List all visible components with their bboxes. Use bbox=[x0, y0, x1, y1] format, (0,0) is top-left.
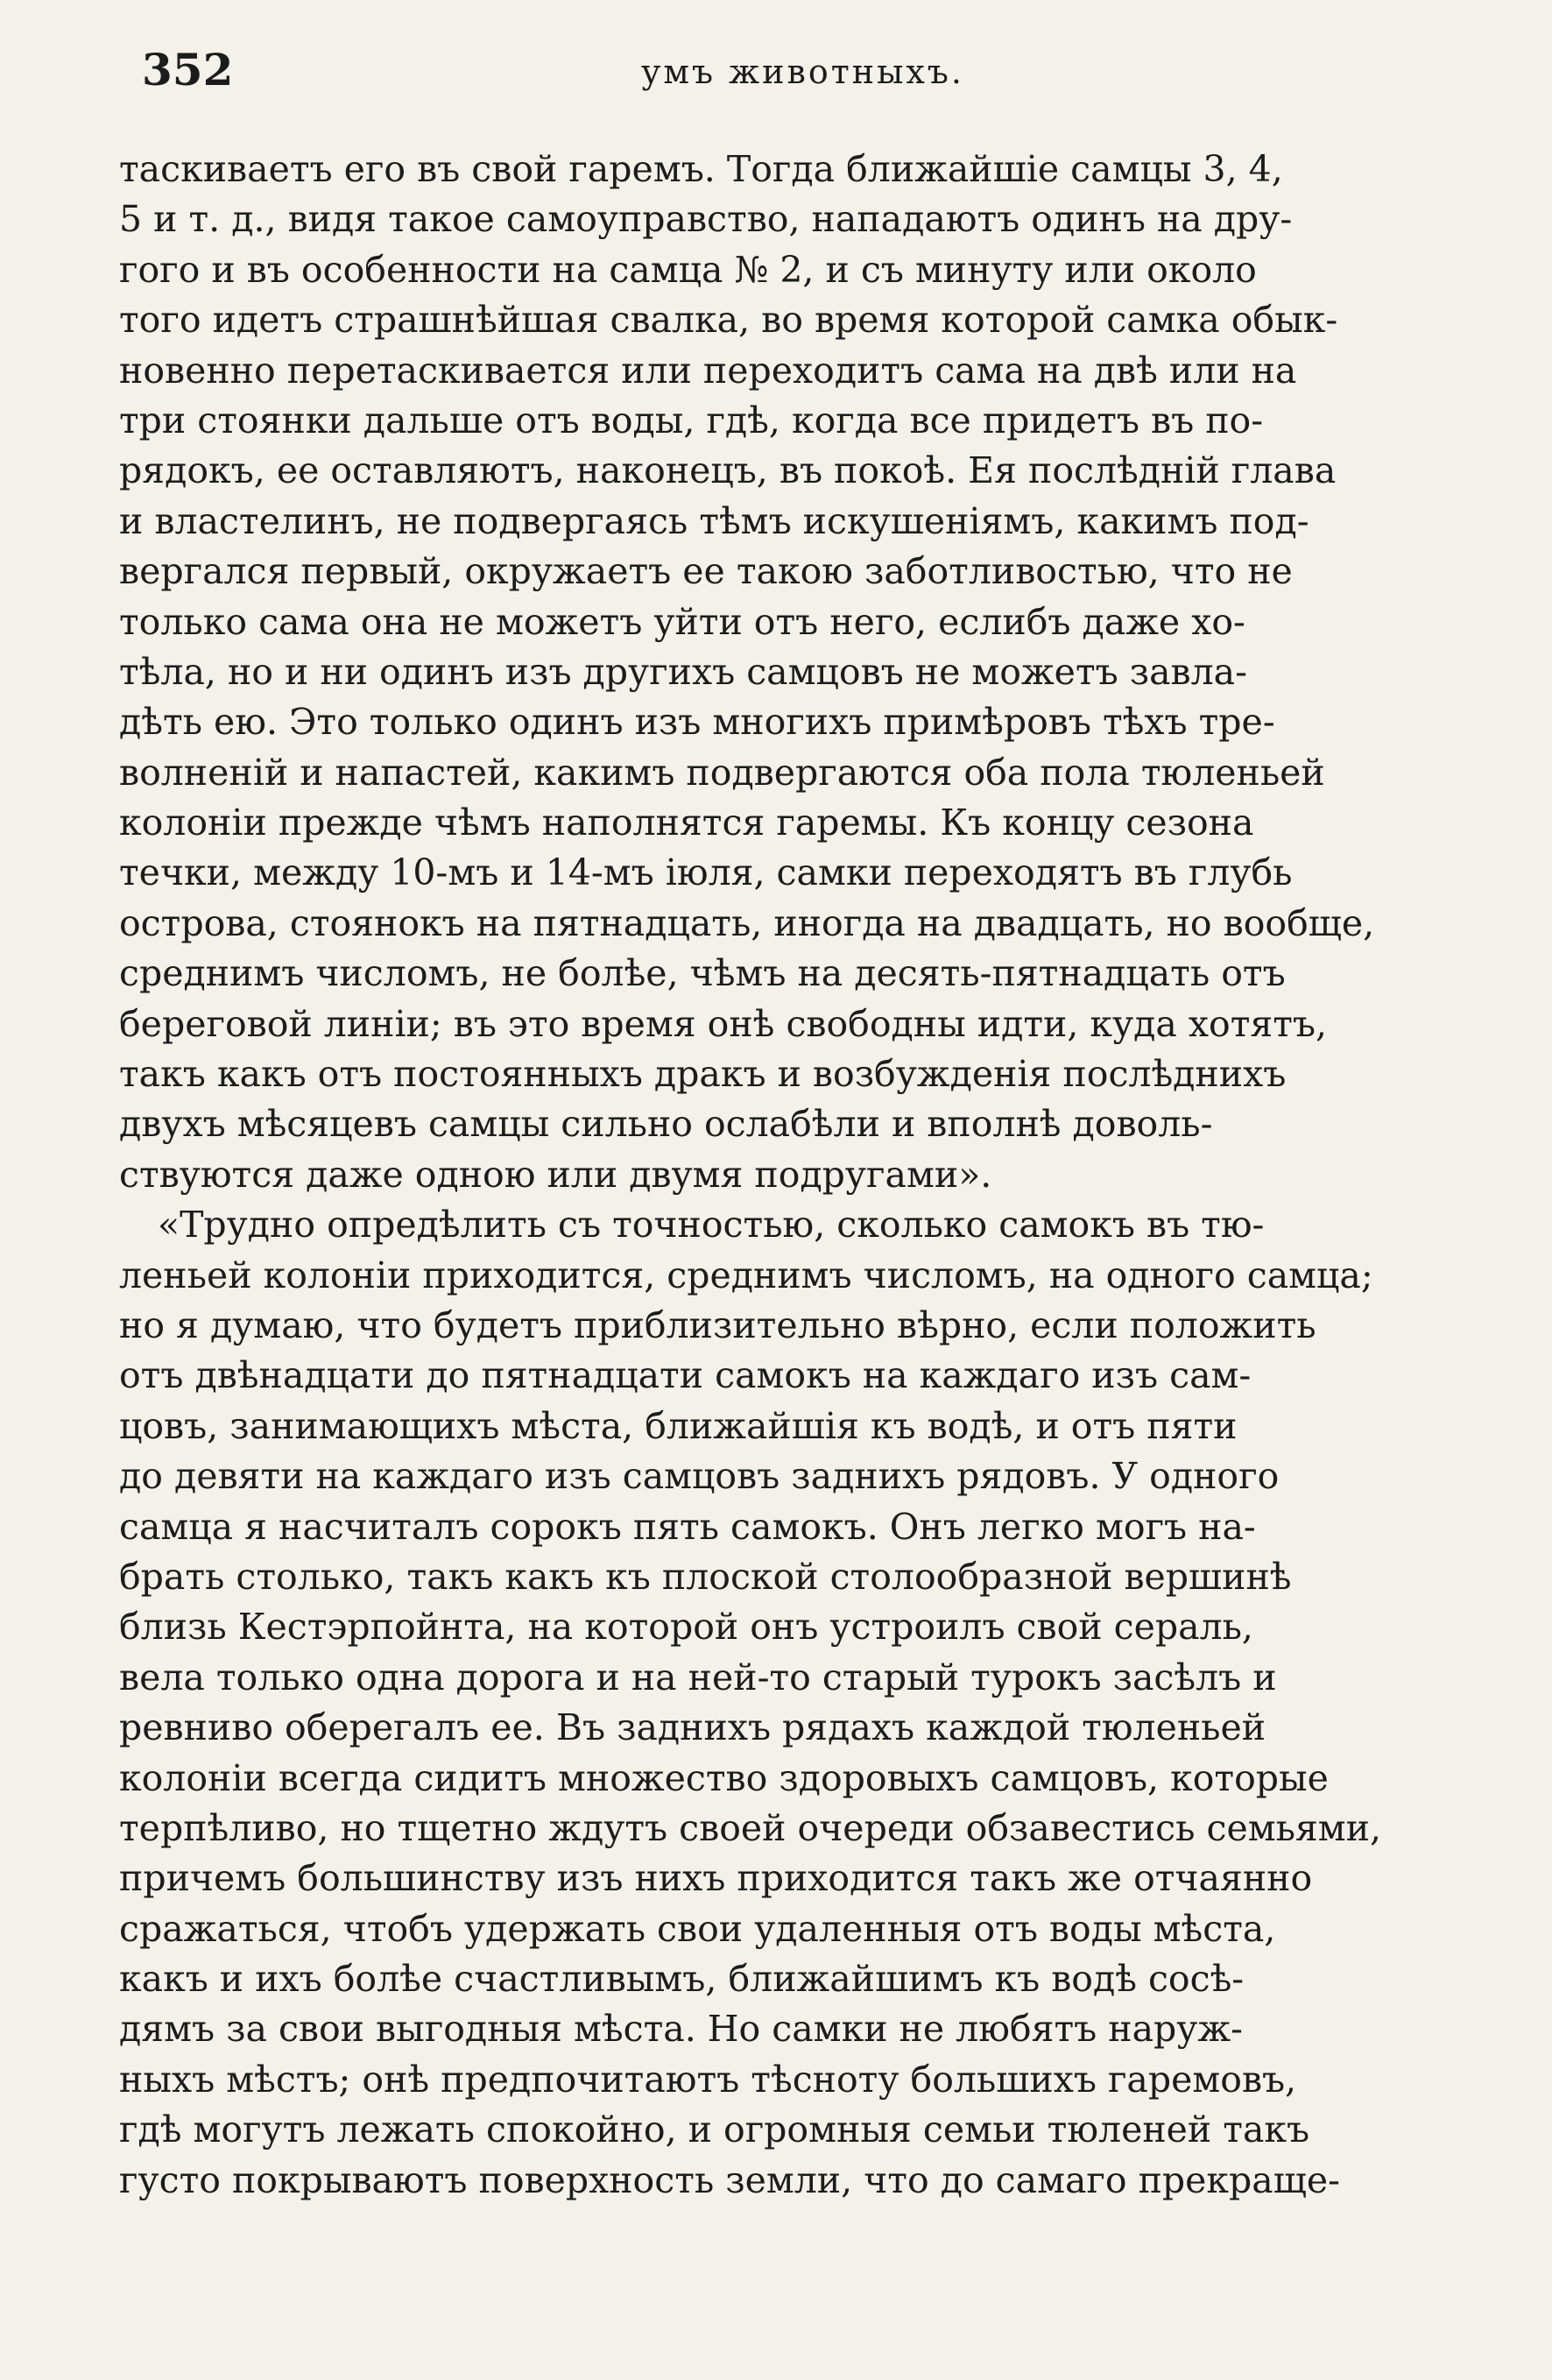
text-line: отъ двѣнадцати до пятнадцати самокъ на каждаго изъ сам- bbox=[119, 1354, 1252, 1397]
text-line: только сама она не можетъ уйти отъ него, еслибъ даже хо- bbox=[119, 600, 1245, 643]
body-text bbox=[119, 145, 1499, 2206]
text-line: до девяти на каждаго изъ самцовъ заднихъ рядовъ. У одного bbox=[119, 1455, 1280, 1498]
text-line: вела только одна дорога и на ней-то старый турокъ засѣлъ и bbox=[119, 1656, 1277, 1698]
text-line: течки, между 10-мъ и 14-мъ іюля, самки переходятъ въ глубь bbox=[119, 851, 1293, 894]
page-header bbox=[142, 39, 1508, 109]
text-line: новенно перетаскивается или переходитъ сама на двѣ или на bbox=[119, 349, 1297, 392]
text-line: того идетъ страшнѣйшая свалка, во время которой самка обык- bbox=[119, 299, 1338, 342]
running-title: умъ животныхъ. bbox=[641, 53, 965, 91]
text-line: цовъ, занимающихъ мѣста, ближайшія къ водѣ, и отъ пяти bbox=[119, 1404, 1238, 1447]
text-line: ныхъ мѣстъ; онѣ предпочитаютъ тѣсноту большихъ гаремовъ, bbox=[119, 2058, 1297, 2101]
text-line: двухъ мѣсяцевъ самцы сильно ослабѣли и вполнѣ доволь- bbox=[119, 1103, 1213, 1146]
text-line: леньей колоніи приходится, среднимъ числомъ, на одного самца; bbox=[119, 1254, 1373, 1296]
text-line: и властелинъ, не подвергаясь тѣмъ искушеніямъ, какимъ под- bbox=[119, 499, 1309, 542]
text-line: причемъ большинству изъ нихъ приходится такъ же отчаянно bbox=[119, 1857, 1313, 1900]
text-line: острова, стоянокъ на пятнадцать, иногда на двадцать, но вообще, bbox=[119, 901, 1375, 944]
text-line: брать столько, такъ какъ къ плоской столообразной вершинѣ bbox=[119, 1555, 1292, 1598]
text-line: гдѣ могутъ лежать спокойно, и огромныя семьи тюленей такъ bbox=[119, 2108, 1310, 2151]
text-line: волненій и напастей, какимъ подвергаются оба пола тюленьей bbox=[119, 751, 1325, 794]
text-line: близь Кестэрпойнта, на которой онъ устроилъ свой сераль, bbox=[119, 1606, 1253, 1649]
text-line: густо покрываютъ поверхность земли, что до самаго прекраще- bbox=[119, 2158, 1340, 2201]
text-line: три стоянки дальше отъ воды, гдѣ, когда все придетъ въ по- bbox=[119, 399, 1264, 441]
text-line: дѣть ею. Это только одинъ изъ многихъ примѣровъ тѣхъ тре- bbox=[119, 701, 1275, 744]
text-line: сражаться, чтобъ удержать свои удаленныя отъ воды мѣста, bbox=[119, 1907, 1276, 1950]
text-line: гого и въ особенности на самца № 2, и съ минуту или около bbox=[119, 248, 1257, 291]
text-line: дямъ за свои выгодныя мѣста. Но самки не любятъ наруж- bbox=[119, 2008, 1243, 2051]
text-line: ревниво оберегалъ ее. Въ заднихъ рядахъ каждой тюленьей bbox=[119, 1706, 1266, 1749]
text-line: колоніи всегда сидитъ множество здоровыхъ самцовъ, которые bbox=[119, 1756, 1329, 1799]
text-line: таскиваетъ его въ свой гаремъ. Тогда ближайшіе самцы 3, 4, bbox=[119, 148, 1283, 190]
paragraph-first-line: «Трудно опредѣлить съ точностью, сколько самокъ въ тю- bbox=[158, 1204, 1265, 1246]
text-line: колоніи прежде чѣмъ наполнятся гаремы. Къ концу сезона bbox=[119, 802, 1254, 844]
page-number: 352 bbox=[142, 44, 234, 95]
text-line: терпѣливо, но тщетно ждутъ своей очереди обзавестись семьями, bbox=[119, 1806, 1382, 1849]
text-line: 5 и т. д., видя такое самоуправство, нападаютъ одинъ на дру- bbox=[119, 198, 1293, 241]
text-line: самца я насчиталъ сорокъ пять самокъ. Онъ легко могъ на- bbox=[119, 1505, 1256, 1548]
text-line: вергался первый, окружаетъ ее такою заботливостью, что не bbox=[119, 550, 1293, 593]
text-line: тѣла, но и ни одинъ изъ другихъ самцовъ не можетъ завла- bbox=[119, 650, 1247, 693]
text-line: береговой линіи; въ это время онѣ свободны идти, куда хотятъ, bbox=[119, 1002, 1328, 1045]
text-line: ствуются даже одною или двумя подругами». bbox=[119, 1153, 992, 1196]
text-line: такъ какъ отъ постоянныхъ дракъ и возбужденія послѣднихъ bbox=[119, 1053, 1287, 1096]
text-line: рядокъ, ее оставляютъ, наконецъ, въ покоѣ. Ея послѣдній глава bbox=[119, 449, 1337, 492]
text-line: какъ и ихъ болѣе счастливымъ, ближайшимъ къ водѣ сосѣ- bbox=[119, 1958, 1245, 2001]
text-line: но я думаю, что будетъ приблизительно вѣрно, если положить bbox=[119, 1303, 1316, 1346]
text-line: среднимъ числомъ, не болѣе, чѣмъ на десять-пятнадцать отъ bbox=[119, 952, 1286, 995]
